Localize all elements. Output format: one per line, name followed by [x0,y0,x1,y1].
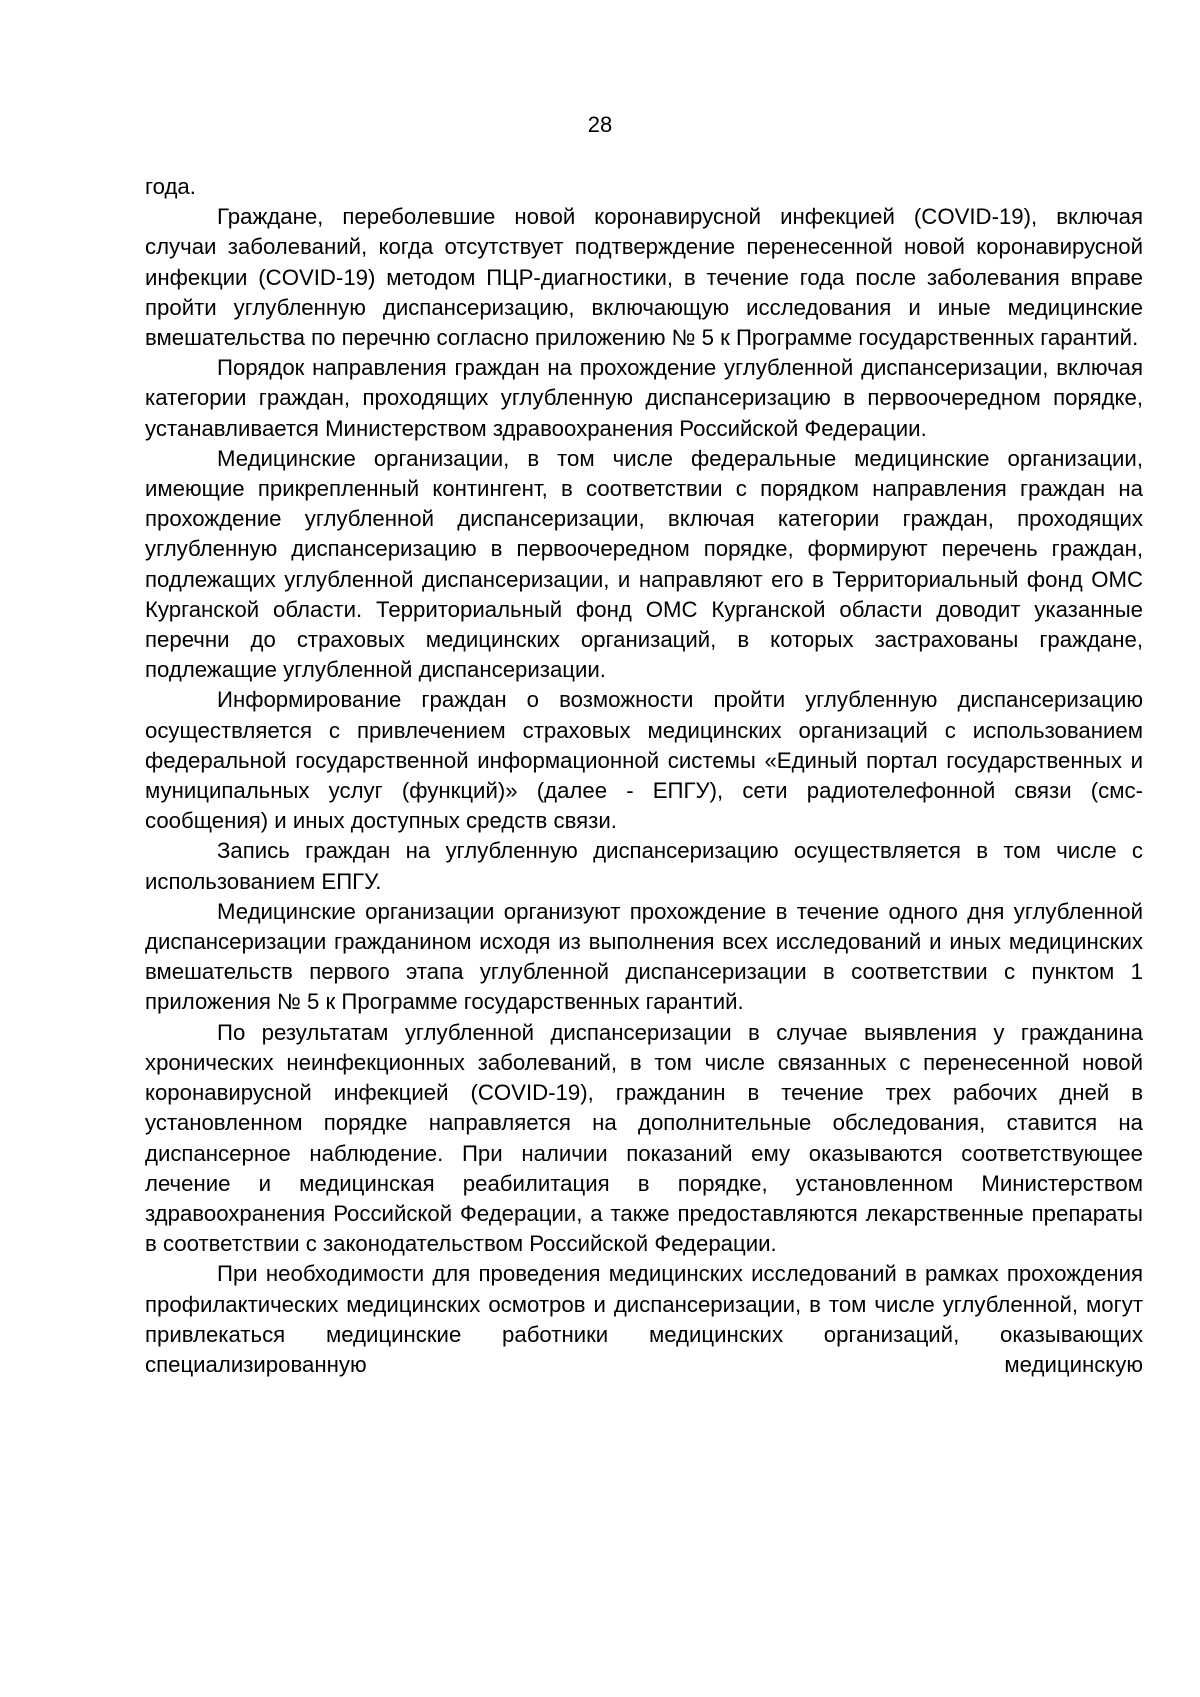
paragraph-covid-eligibility: Граждане, переболевшие новой коронавирусной инфекцией (COVID-19), включая случаи заболеваний, когда отсутствует подтверждение перенесенной новой коронавирусной инфекции (COVID-19) методом ПЦР-диагностики, в течение года после заболевания вправе пройти углубленную диспансеризацию, включающую исследования и иные медицинские вмешательства по перечню согласно приложению № 5 к Программе государственных гарантий. [145,204,1143,351]
paragraph-referral-procedure: Порядок направления граждан на прохождение углубленной диспансеризации, включая категории граждан, проходящих углубленную диспансеризацию в первоочередном порядке, устанавливается Министерством здравоохранения Российской Федерации. [145,355,1143,441]
paragraph-medical-organizations-lists: Медицинские организации, в том числе федеральные медицинские организации, имеющие прикрепленный контингент, в соответствии с порядком направления граждан на прохождение углубленной диспансеризации, включая категории граждан, проходящих углубленную диспансеризацию в первоочередном порядке, формируют перечень граждан, подлежащих углубленной диспансеризации, и направляют его в Территориальный фонд ОМС Курганской области. Территориальный фонд ОМС Курганской области доводит указанные перечни до страховых медицинских организаций, в которых застрахованы граждане, подлежащие углубленной диспансеризации. [145,445,1143,683]
paragraph-results-follow-up: По результатам углубленной диспансеризации в случае выявления у гражданина хронических неинфекционных заболеваний, в том числе связанных с перенесенной новой коронавирусной инфекцией (COVID-19), гражданин в течение трех рабочих дней в установленном порядке направляется на дополнительные обследования, ставится на диспансерное наблюдение. При наличии показаний ему оказываются соответствующее лечение и медицинская реабилитация в порядке, установленном Министерством здравоохранения Российской Федерации, а также предоставляются лекарственные препараты в соответствии с законодательством Российской Федерации. [145,1019,1143,1257]
document-body [145,172,1143,1380]
paragraph-continuation: года. [145,174,196,199]
paragraph-one-day-examination: Медицинские организации организуют прохождение в течение одного дня углубленной диспансеризации гражданином исходя из выполнения всех исследований и иных медицинских вмешательств первого этапа углубленной диспансеризации в соответствии с пунктом 1 приложения № 5 к Программе государственных гарантий. [145,898,1143,1015]
paragraph-involving-specialists: При необходимости для проведения медицинских исследований в рамках прохождения профилактических медицинских осмотров и диспансеризации, в том числе углубленной, могут привлекаться медицинские работники медицинских организаций, оказывающих специализированную медицинскую [145,1261,1143,1377]
page-number: 28 [587,112,613,137]
paragraph-enrollment: Запись граждан на углубленную диспансеризацию осуществляется в том числе с использованием ЕПГУ. [145,838,1143,894]
paragraph-citizen-informing: Информирование граждан о возможности пройти углубленную диспансеризацию осуществляется с привлечением страховых медицинских организаций с использованием федеральной государственной информационной системы «Единый портал государственных и муниципальных услуг (функций)» (далее - ЕПГУ), сети радиотелефонной связи (смс-сообщения) и иных доступных средств связи. [145,687,1143,834]
